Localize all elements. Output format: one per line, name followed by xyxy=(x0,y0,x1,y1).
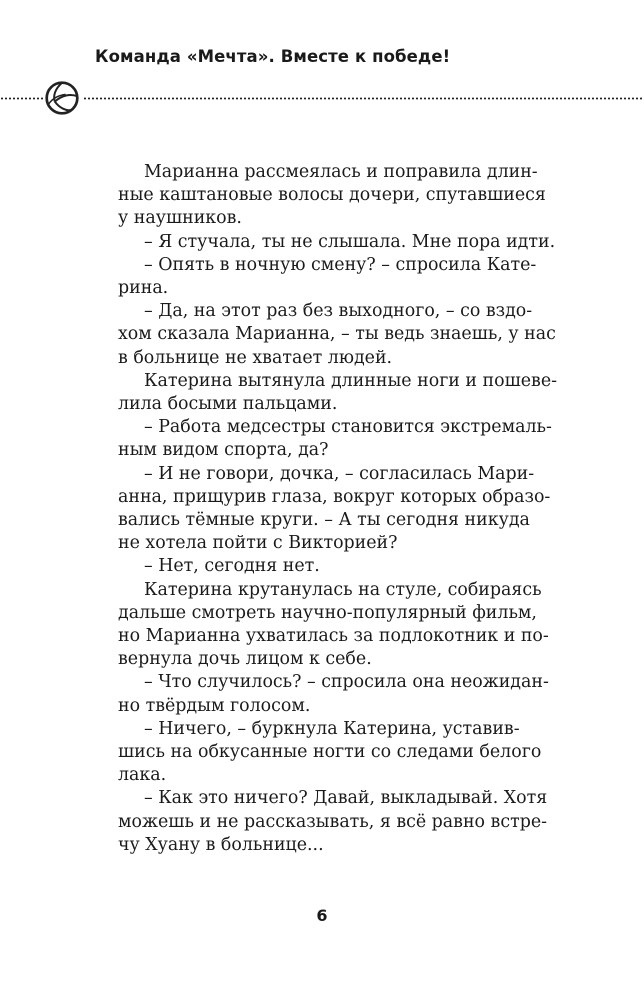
volleyball-icon xyxy=(44,80,80,116)
body-text xyxy=(118,161,558,857)
text-line: Катерина крутанулась на стуле, собираясь xyxy=(144,579,542,600)
text-line: ным видом спорта, да? xyxy=(118,440,329,461)
text-line: хом сказала Марианна, – ты ведь знаешь, у нас xyxy=(118,324,556,345)
text-line: – Ничего, – буркнула Катерина, уставив- xyxy=(144,718,520,739)
dotted-rule-left xyxy=(0,97,44,100)
paragraph-7 xyxy=(118,463,551,556)
text-line: у наушников. xyxy=(118,208,242,229)
text-line: но Марианна ухватилась за подлокотник и по- xyxy=(118,626,549,647)
text-line: – Опять в ночную смену? – спросила Кате- xyxy=(144,254,537,275)
paragraph-8 xyxy=(118,555,544,578)
text-line: Марианна рассмеялась и поправила длин- xyxy=(144,162,538,182)
text-line: – Я стучала, ты не слышала. Мне пора идти. xyxy=(144,231,556,252)
dotted-rule-right xyxy=(83,97,644,100)
paragraph-3 xyxy=(118,254,544,300)
paragraph-12 xyxy=(118,787,548,857)
paragraph-4 xyxy=(118,300,556,370)
paragraph-9 xyxy=(118,579,549,672)
paragraph-2 xyxy=(118,231,556,254)
text-line: ные каштановые волосы дочери, спутавшиеся xyxy=(118,185,546,206)
running-title: Команда «Мечта». Вместе к победе! xyxy=(95,47,451,66)
paragraph-11 xyxy=(118,718,544,788)
paragraph-1 xyxy=(118,161,544,231)
text-line: – Как это ничего? Давай, выкладывай. Хотя xyxy=(144,788,548,809)
page-number: 6 xyxy=(316,906,328,925)
text-line: вернула дочь лицом к себе. xyxy=(118,649,372,670)
text-line: лака. xyxy=(118,765,167,786)
text-line: – Нет, сегодня нет. xyxy=(144,556,320,577)
text-line: Катерина вытянула длинные ноги и пошеве- xyxy=(144,370,558,391)
text-line: рина. xyxy=(118,278,169,299)
text-line: – Что случилось? – спросила она неожидан- xyxy=(144,672,549,693)
text-line: но твёрдым голосом. xyxy=(118,695,311,716)
text-line: шись на обкусанные ногти со следами белого xyxy=(118,742,542,763)
paragraph-5 xyxy=(118,370,558,416)
text-line: лила босыми пальцами. xyxy=(118,394,338,415)
text-line: вались тёмные круги. – А ты сегодня никуда xyxy=(118,510,530,531)
paragraph-10 xyxy=(118,671,549,717)
text-line: в больнице не хватает людей. xyxy=(118,347,393,368)
text-line: – Да, на этот раз без выходного, – со вздо- xyxy=(144,301,533,322)
text-line: чу Хуану в больнице... xyxy=(118,834,324,855)
paragraph-6 xyxy=(118,416,552,462)
text-line: можешь и не рассказывать, я всё равно встре- xyxy=(118,811,548,832)
text-line: – Работа медсестры становится экстремаль- xyxy=(144,417,552,438)
text-line: – И не говори, дочка, – согласилась Мари- xyxy=(144,463,535,484)
text-line: дальше смотреть научно-популярный фильм, xyxy=(118,602,537,623)
text-line: не хотела пойти с Викторией? xyxy=(118,533,398,554)
text-line: анна, прищурив глаза, вокруг которых образо- xyxy=(118,486,551,507)
